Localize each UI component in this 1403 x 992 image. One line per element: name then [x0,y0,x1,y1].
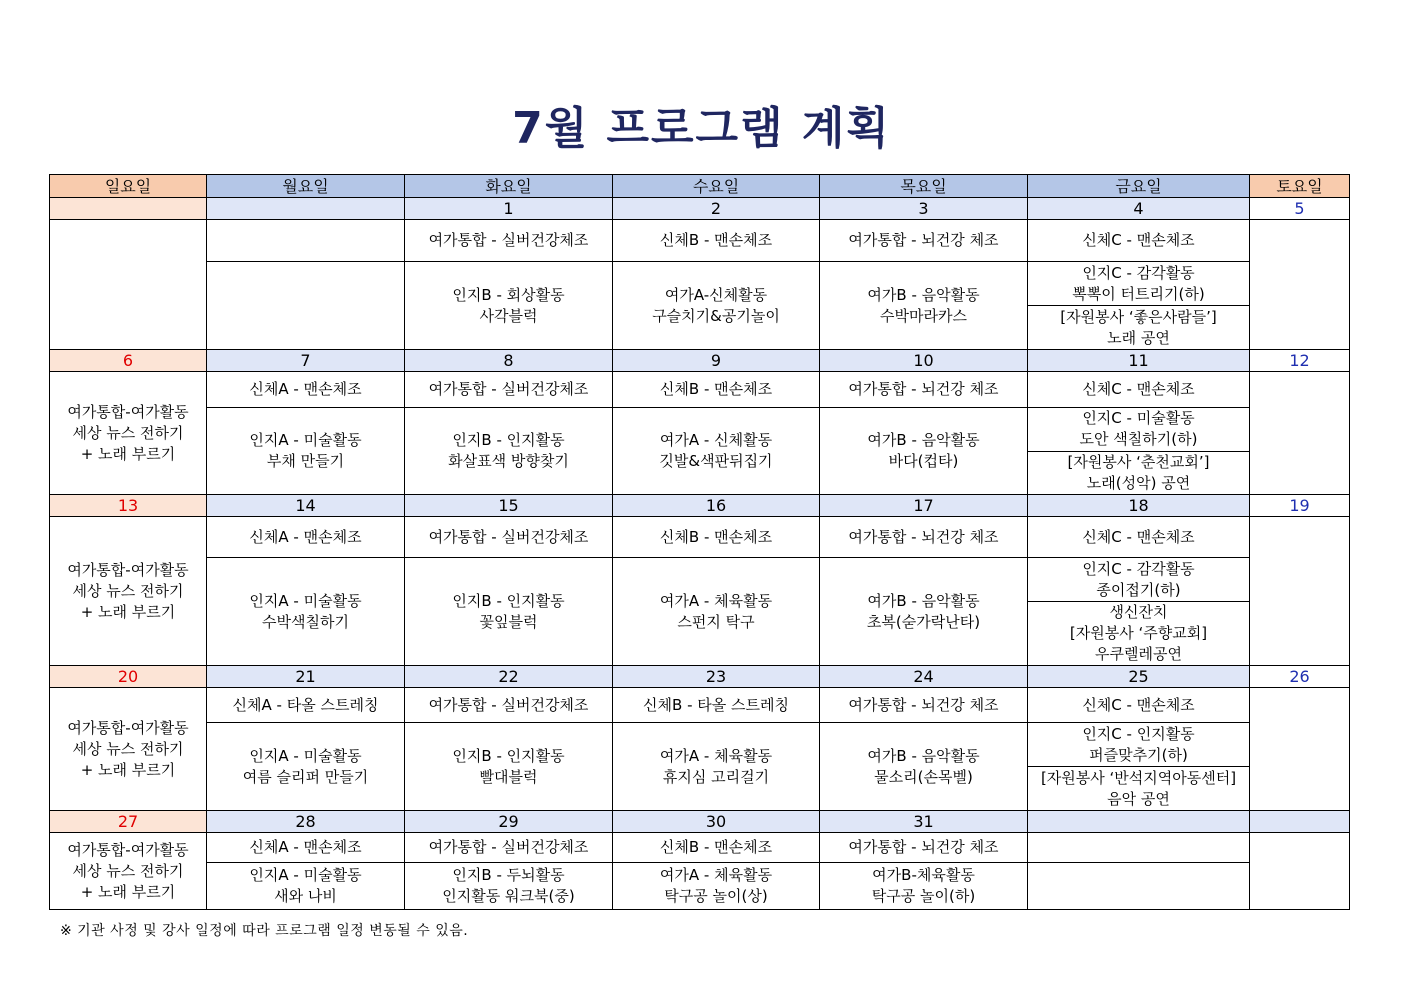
date-cell [207,198,405,220]
saturday-activity-cell [1250,220,1350,350]
activity-cell [405,863,613,910]
date-cell: 29 [405,811,613,833]
friday-program [1028,408,1249,451]
activity-line: 인지활동 워크북(중) [442,887,575,905]
activity-line: 수박색칠하기 [262,612,349,631]
activity-line: 깃발&색판뒤집기 [659,452,773,470]
activity-line: [자원봉사 ‘좋은사람들’] [1060,307,1217,326]
activity-line: 여가B-체육활동 [872,866,975,884]
activity-line: [자원봉사 ‘춘천교회’] [1067,452,1210,471]
date-cell: 22 [405,666,613,688]
activity-cell: 신체C - 맨손체조 [1028,517,1250,558]
friday-volunteer [1028,451,1249,495]
date-cell: 21 [207,666,405,688]
activity-line: 종이접기(하) [1096,580,1181,599]
activity-cell [820,723,1028,811]
activity-line: [자원봉사 ‘주향교회] [1069,624,1208,642]
sunday-activity-cell [50,688,207,811]
activity-cell: 신체A - 맨손체조 [207,833,405,863]
friday-program [1028,723,1249,766]
activity-cell: 신체A - 타올 스트레칭 [207,688,405,723]
activity-line: 노래(성악) 공연 [1086,473,1191,492]
activity-line: 인지A - 미술활동 [249,591,362,610]
activity-cell: 신체C - 맨손체조 [1028,220,1250,262]
activity-line: 세상 뉴스 전하기 [72,423,184,442]
activity-cell [207,558,405,666]
activity-line: 여가통합-여가활동 [67,402,189,421]
page-title: 7월 프로그램 계획 [512,103,891,154]
header-friday: 금요일 [1028,175,1250,198]
activity-line: 여가A - 신체활동 [659,431,773,449]
sunday-activity-cell [50,220,207,350]
date-cell: 7 [207,350,405,372]
activity-line: 여가B - 음악활동 [867,431,980,449]
date-cell: 6 [50,350,207,372]
activity-line: 인지C - 감각활동 [1082,263,1195,282]
activity-cell [820,262,1028,350]
activity-line: 여가B - 음악활동 [867,746,980,765]
activity-line: 탁구공 놀이(상) [664,887,768,905]
date-cell: 10 [820,350,1028,372]
activity-cell [207,863,405,910]
activity-line: + 노래 부르기 [80,760,176,779]
date-cell: 2 [613,198,820,220]
activity-line: 수박마라카스 [880,306,967,325]
activity-row [50,372,1350,408]
activity-line: 휴지심 고리걸기 [662,767,770,786]
activity-cell: 신체C - 맨손체조 [1028,372,1250,408]
date-cell: 31 [820,811,1028,833]
date-row [50,495,1350,517]
activity-cell: 여가통합 - 실버건강체조 [405,220,613,262]
activity-line: 여가A-신체활동 [664,285,768,304]
activity-line: 초복(숟가락난타) [866,612,981,631]
friday-activity-cell [1028,558,1250,666]
activity-line: 꽃잎블럭 [479,612,538,631]
activity-line: 인지C - 미술활동 [1082,409,1195,428]
header-saturday: 토요일 [1250,175,1350,198]
activity-line: 여가통합-여가활동 [67,718,189,737]
activity-cell: 여가통합 - 뇌건강 체조 [820,833,1028,863]
activity-cell [405,723,613,811]
activity-line: 여름 슬리퍼 만들기 [242,767,369,786]
saturday-activity-cell [1250,688,1350,811]
activity-line: 도안 색칠하기(하) [1079,430,1198,449]
date-row [50,198,1350,220]
sunday-activity-cell [50,372,207,495]
activity-line: 노래 공연 [1107,328,1170,347]
date-cell: 4 [1028,198,1250,220]
header-wednesday: 수요일 [613,175,820,198]
activity-line: 인지A - 미술활동 [249,746,362,765]
activity-cell [613,262,820,350]
activity-line: + 노래 부르기 [80,602,176,621]
friday-program [1028,262,1249,305]
activity-line: 화살표색 방향찾기 [448,452,569,470]
activity-cell: 신체A - 맨손체조 [207,517,405,558]
activity-line: 여가B - 음악활동 [867,285,980,304]
activity-line: 빨대블럭 [479,767,538,786]
activity-line: 여가B - 음악활동 [867,591,980,610]
activity-line: 인지B - 인지활동 [452,591,565,610]
activity-line: 사각블럭 [479,306,538,325]
activity-cell: 신체B - 맨손체조 [613,372,820,408]
activity-cell: 여가통합 - 뇌건강 체조 [820,517,1028,558]
date-cell: 15 [405,495,613,517]
date-cell: 26 [1250,666,1350,688]
activity-cell: 여가통합 - 뇌건강 체조 [820,220,1028,262]
activity-line: 여가통합-여가활동 [67,560,189,579]
activity-cell [207,262,405,350]
calendar-table [49,174,1350,910]
activity-cell: 여가통합 - 뇌건강 체조 [820,372,1028,408]
activity-cell: 여가통합 - 실버건강체조 [405,688,613,723]
activity-cell [405,262,613,350]
activity-line: 세상 뉴스 전하기 [72,739,184,758]
date-cell: 16 [613,495,820,517]
activity-line: 퍼즐맞추기(하) [1089,745,1188,764]
friday-volunteer [1028,601,1249,665]
activity-cell [820,558,1028,666]
activity-line: 인지B - 인지활동 [452,746,565,765]
date-cell: 11 [1028,350,1250,372]
friday-activity-cell [1028,408,1250,495]
footnote: ※ 기관 사정 및 강사 일정에 따라 프로그램 일정 변동될 수 있음. [60,923,469,939]
sunday-activity-cell [50,833,207,910]
activity-line: [자원봉사 ‘반석지역아동센터] [1040,768,1237,787]
date-cell: 5 [1250,198,1350,220]
header-tuesday: 화요일 [405,175,613,198]
date-cell [1250,811,1350,833]
date-cell: 12 [1250,350,1350,372]
header-thursday: 목요일 [820,175,1028,198]
date-cell: 13 [50,495,207,517]
date-cell: 14 [207,495,405,517]
date-cell: 27 [50,811,207,833]
activity-line: 물소리(손목벨) [874,767,973,786]
activity-row [50,262,1350,350]
date-cell: 17 [820,495,1028,517]
activity-cell: 신체C - 맨손체조 [1028,688,1250,723]
activity-cell [613,723,820,811]
activity-line: 인지C - 인지활동 [1082,724,1195,743]
saturday-activity-cell [1250,372,1350,495]
activity-line: 구슬치기&공기놀이 [652,306,780,325]
activity-line: + 노래 부르기 [80,882,176,901]
date-cell: 1 [405,198,613,220]
activity-line: 인지B - 인지활동 [452,431,565,449]
saturday-activity-cell [1250,833,1350,910]
activity-row [50,688,1350,723]
activity-line: 바다(컵타) [888,452,959,470]
activity-line: 뽁뽁이 터트리기(하) [1072,284,1205,303]
friday-volunteer [1028,766,1249,810]
date-cell: 23 [613,666,820,688]
activity-line: 인지B - 두뇌활동 [452,866,565,884]
activity-cell: 신체B - 맨손체조 [613,220,820,262]
date-cell: 28 [207,811,405,833]
activity-line: 세상 뉴스 전하기 [72,861,184,880]
activity-line: 여가통합-여가활동 [67,840,189,859]
activity-cell: 신체A - 맨손체조 [207,372,405,408]
activity-cell [820,408,1028,495]
date-cell: 3 [820,198,1028,220]
saturday-activity-cell [1250,517,1350,666]
activity-row [50,723,1350,811]
activity-line: 여가A - 체육활동 [659,746,773,765]
activity-cell [405,408,613,495]
date-cell: 25 [1028,666,1250,688]
activity-cell: 여가통합 - 실버건강체조 [405,517,613,558]
friday-activity-cell [1028,262,1250,350]
activity-line: 인지B - 회상활동 [452,285,565,304]
activity-line: 스펀지 탁구 [677,612,755,631]
activity-line: + 노래 부르기 [80,444,176,463]
activity-cell [405,558,613,666]
activity-row [50,558,1350,666]
activity-cell [613,863,820,910]
activity-cell [1028,833,1250,863]
activity-line: 음악 공연 [1107,789,1170,808]
date-cell: 18 [1028,495,1250,517]
activity-row [50,517,1350,558]
date-row [50,811,1350,833]
activity-cell: 신체B - 타올 스트레칭 [613,688,820,723]
date-cell: 20 [50,666,207,688]
activity-line: 생신잔치 [1109,603,1168,621]
friday-activity-cell [1028,863,1250,910]
activity-line: 여가A - 체육활동 [659,591,773,610]
activity-row [50,863,1350,910]
activity-cell [613,408,820,495]
header-monday: 월요일 [207,175,405,198]
activity-line: 부채 만들기 [266,452,345,470]
activity-cell: 신체B - 맨손체조 [613,833,820,863]
date-cell [50,198,207,220]
date-row [50,666,1350,688]
activity-line: 인지C - 감각활동 [1082,559,1195,578]
activity-cell [820,863,1028,910]
activity-row [50,833,1350,863]
activity-cell [207,220,405,262]
activity-row [50,408,1350,495]
activity-cell: 여가통합 - 뇌건강 체조 [820,688,1028,723]
activity-cell [613,558,820,666]
activity-cell [207,723,405,811]
activity-cell: 여가통합 - 실버건강체조 [405,372,613,408]
date-cell: 9 [613,350,820,372]
activity-line: 세상 뉴스 전하기 [72,581,184,600]
activity-line: 여가A - 체육활동 [659,866,773,884]
sunday-activity-cell [50,517,207,666]
activity-cell: 여가통합 - 실버건강체조 [405,833,613,863]
activity-line: 인지A - 미술활동 [249,431,362,449]
activity-cell [207,408,405,495]
friday-activity-cell [1028,723,1250,811]
date-cell [1028,811,1250,833]
date-cell: 24 [820,666,1028,688]
date-cell: 8 [405,350,613,372]
activity-line: 인지A - 미술활동 [249,866,362,884]
friday-program [1028,558,1249,601]
friday-volunteer [1028,305,1249,349]
activity-row [50,220,1350,262]
activity-line: 우쿠렐레공연 [1095,645,1182,663]
activity-line: 새와 나비 [274,887,337,905]
date-row [50,350,1350,372]
header-sunday: 일요일 [50,175,207,198]
activity-cell: 신체B - 맨손체조 [613,517,820,558]
date-cell: 30 [613,811,820,833]
activity-line: 탁구공 놀이(하) [871,887,976,905]
header-row [50,175,1350,198]
date-cell: 19 [1250,495,1350,517]
